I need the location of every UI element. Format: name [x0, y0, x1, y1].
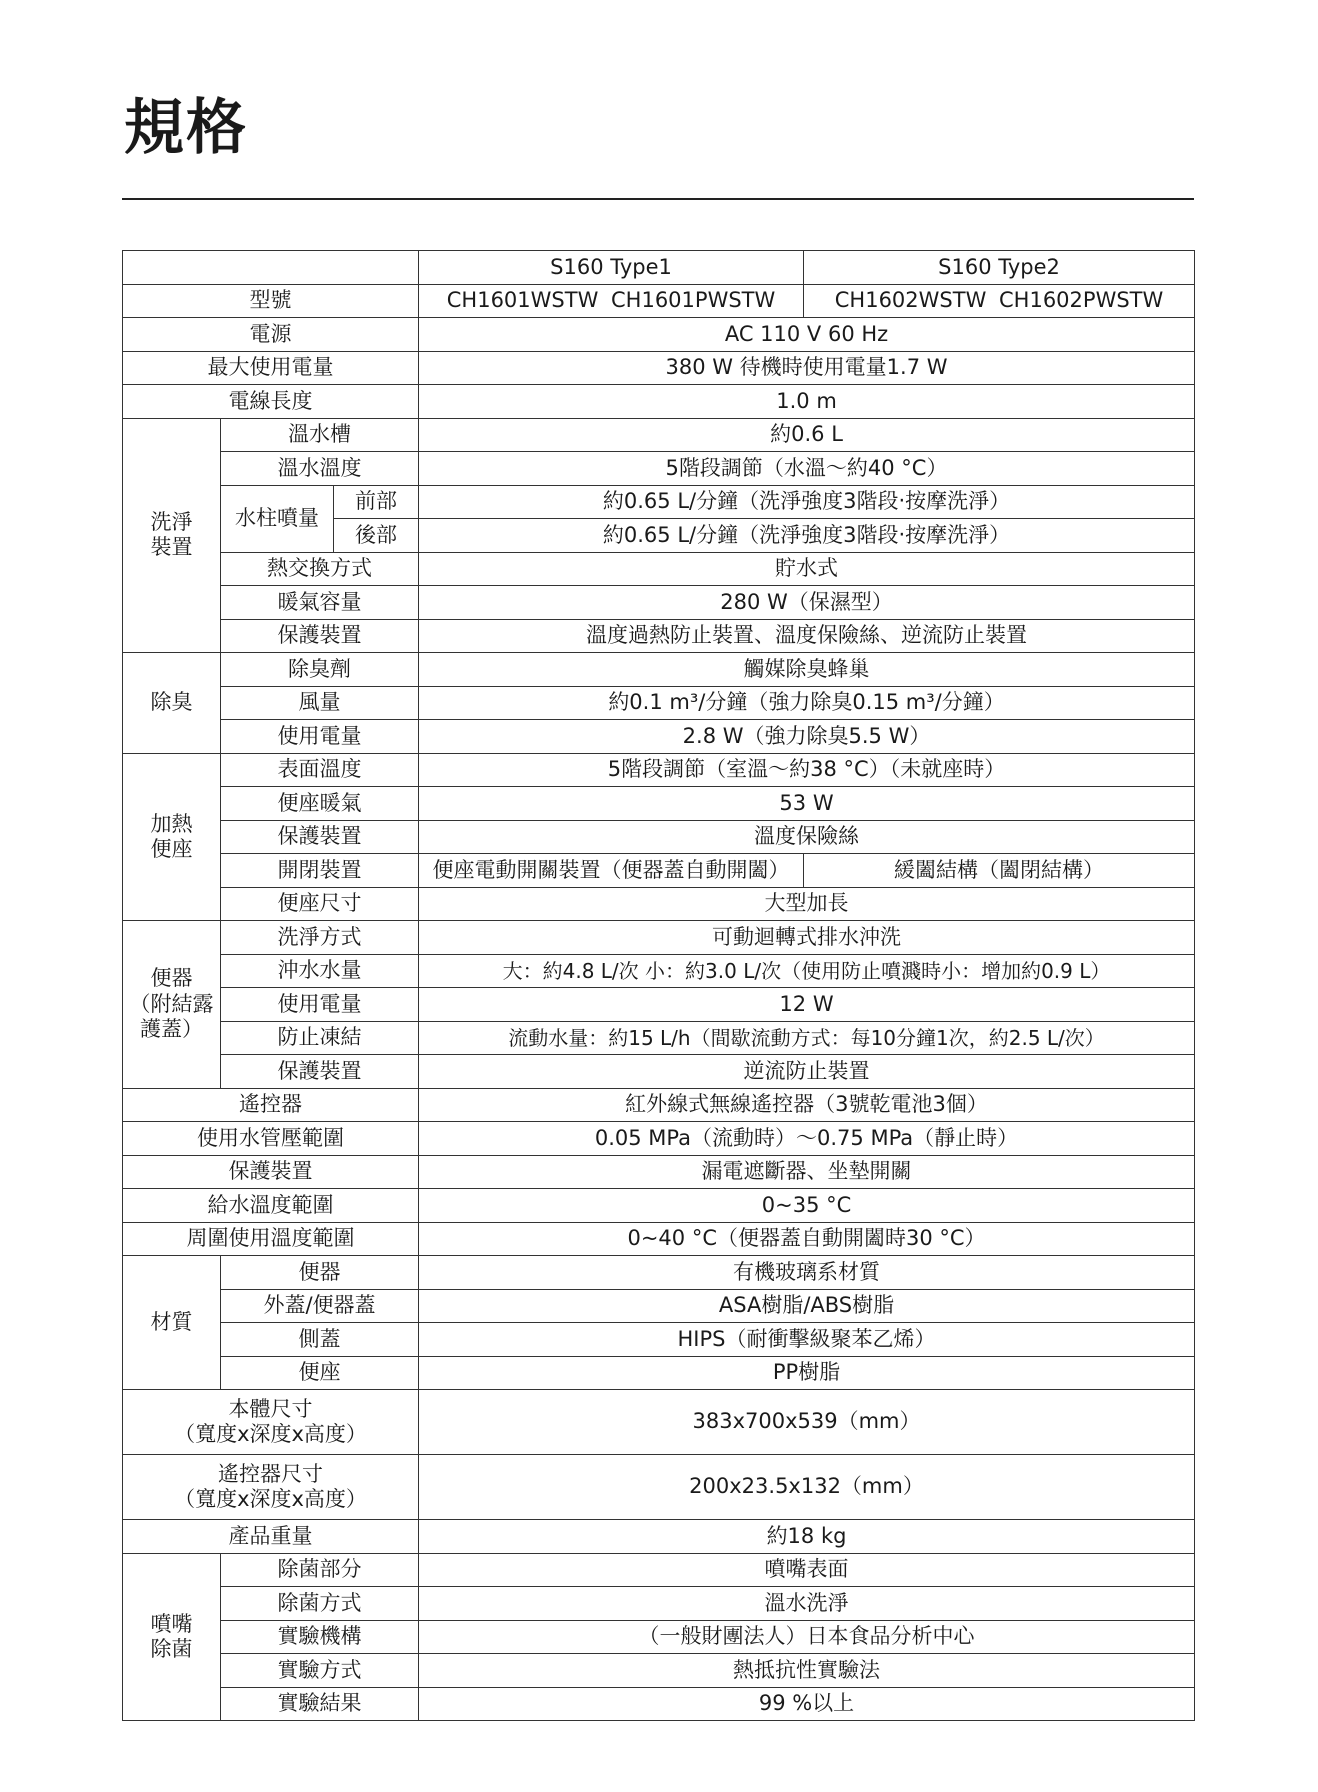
- spec-value: 0~35 °C: [419, 1189, 1195, 1223]
- type1-models: CH1601WSTW CH1601PWSTW: [419, 284, 804, 318]
- spec-label: 便器: [221, 1256, 419, 1290]
- table-row: [123, 1155, 1195, 1189]
- spec-label: 保護裝置: [221, 619, 419, 653]
- spec-label: 便座暖氣: [221, 787, 419, 821]
- group-label-line: 裝置: [150, 535, 193, 560]
- label-line: （寬度x深度x高度）: [174, 1422, 367, 1446]
- group-seat: [123, 753, 221, 921]
- spec-value: PP樹脂: [419, 1356, 1195, 1390]
- spec-label: 周圍使用溫度範圍: [123, 1222, 419, 1256]
- type2-models: CH1602WSTW CH1602PWSTW: [804, 284, 1195, 318]
- table-row: [123, 686, 1195, 720]
- spec-label: 側蓋: [221, 1323, 419, 1357]
- table-row: [123, 1455, 1195, 1520]
- table-row: [123, 1520, 1195, 1554]
- table-row: [123, 1222, 1195, 1256]
- spec-value: 280 W（保濕型）: [419, 586, 1195, 620]
- group-label-line: 便器: [150, 966, 193, 991]
- spec-value: 貯水式: [419, 552, 1195, 586]
- table-row: [123, 1620, 1195, 1654]
- spec-label: 使用電量: [221, 720, 419, 754]
- table-row: [123, 954, 1195, 988]
- table-row: [123, 1088, 1195, 1122]
- table-row: [123, 787, 1195, 821]
- spec-label: 便座: [221, 1356, 419, 1390]
- title-divider: [122, 198, 1194, 200]
- model-label: 型號: [123, 284, 419, 318]
- spec-value: 380 W 待機時使用電量1.7 W: [419, 351, 1195, 385]
- spec-value: 383x700x539（mm）: [419, 1390, 1195, 1455]
- label-line: 本體尺寸: [228, 1396, 313, 1421]
- spec-label: 溫水溫度: [221, 452, 419, 486]
- table-row: [123, 1553, 1195, 1587]
- table-row: [123, 452, 1195, 486]
- group-wash: [123, 418, 221, 653]
- spec-label: 給水溫度範圍: [123, 1189, 419, 1223]
- spec-value: 53 W: [419, 787, 1195, 821]
- spec-label: 電線長度: [123, 385, 419, 419]
- spec-value: AC 110 V 60 Hz: [419, 318, 1195, 352]
- spec-value: ASA樹脂/ABS樹脂: [419, 1289, 1195, 1323]
- table-row: [123, 1256, 1195, 1290]
- page-title: 規格: [124, 93, 248, 163]
- table-row: [123, 251, 1195, 285]
- table-row: [123, 418, 1195, 452]
- table-row: [123, 385, 1195, 419]
- spec-value: 約0.65 L/分鐘（洗淨強度3階段‧按摩洗淨）: [419, 519, 1195, 553]
- spec-value: 5階段調節（室溫～約38 °C）（未就座時）: [419, 753, 1195, 787]
- spec-label: 保護裝置: [123, 1155, 419, 1189]
- table-row: [123, 921, 1195, 955]
- spec-sublabel: 前部: [334, 485, 419, 519]
- group-label-line: 洗淨: [150, 510, 193, 535]
- spec-label: 除菌部分: [221, 1553, 419, 1587]
- spec-value: 有機玻璃系材質: [419, 1256, 1195, 1290]
- table-row: [123, 720, 1195, 754]
- spec-value: 逆流防止裝置: [419, 1055, 1195, 1089]
- spec-label: 最大使用電量: [123, 351, 419, 385]
- spec-value: 0.05 MPa（流動時）～0.75 MPa（靜止時）: [419, 1122, 1195, 1156]
- spec-label: 暖氣容量: [221, 586, 419, 620]
- spec-value: 熱抵抗性實驗法: [419, 1654, 1195, 1688]
- table-row: [123, 887, 1195, 921]
- spec-value: 流動水量：約15 L/h（間歇流動方式：每10分鐘1次，約2.5 L/次）: [419, 1021, 1195, 1055]
- spec-value: 觸媒除臭蜂巢: [419, 653, 1195, 687]
- spec-value: 1.0 m: [419, 385, 1195, 419]
- spec-label: 水柱噴量: [221, 485, 334, 552]
- spec-value: 約18 kg: [419, 1520, 1195, 1554]
- type1-name: S160 Type1: [419, 251, 804, 285]
- group-label-line: 除菌: [150, 1636, 193, 1661]
- group-label-line: 加熱: [150, 811, 193, 836]
- spec-sublabel: 後部: [334, 519, 419, 553]
- table-row: [123, 1356, 1195, 1390]
- spec-value: 2.8 W（強力除臭5.5 W）: [419, 720, 1195, 754]
- table-row: [123, 1189, 1195, 1223]
- spec-label: 實驗方式: [221, 1654, 419, 1688]
- spec-label: 熱交換方式: [221, 552, 419, 586]
- group-label-line: 護蓋）: [140, 1016, 203, 1041]
- group-label-line: （附結露: [129, 991, 214, 1016]
- table-row: [123, 552, 1195, 586]
- spec-value-type1: 便座電動開關裝置（便器蓋自動開闔）: [419, 854, 804, 888]
- spec-value: 99 %以上: [419, 1687, 1195, 1721]
- spec-value: 溫度保險絲: [419, 820, 1195, 854]
- spec-value: 200x23.5x132（mm）: [419, 1455, 1195, 1520]
- spec-label: 便座尺寸: [221, 887, 419, 921]
- spec-label: 實驗機構: [221, 1620, 419, 1654]
- spec-label: 遙控器: [123, 1088, 419, 1122]
- spec-label: 保護裝置: [221, 1055, 419, 1089]
- spec-label: 外蓋/便器蓋: [221, 1289, 419, 1323]
- table-row: [123, 284, 1195, 318]
- table-row: [123, 1021, 1195, 1055]
- spec-label: 防止凍結: [221, 1021, 419, 1055]
- spec-value: 噴嘴表面: [419, 1553, 1195, 1587]
- spec-value: 大型加長: [419, 887, 1195, 921]
- spec-value: 大：約4.8 L/次 小：約3.0 L/次（使用防止噴濺時小：增加約0.9 L）: [419, 954, 1195, 988]
- spec-label: 保護裝置: [221, 820, 419, 854]
- spec-label-remote-size: [123, 1455, 419, 1520]
- spec-label: 使用水管壓範圍: [123, 1122, 419, 1156]
- table-row: [123, 619, 1195, 653]
- spec-value: 約0.1 m³/分鐘（強力除臭0.15 m³/分鐘）: [419, 686, 1195, 720]
- spec-value: 12 W: [419, 988, 1195, 1022]
- spec-label: 溫水槽: [221, 418, 419, 452]
- table-row: [123, 854, 1195, 888]
- label-line: （寬度x深度x高度）: [174, 1487, 367, 1511]
- header-blank-cell: [123, 251, 419, 285]
- spec-label: 風量: [221, 686, 419, 720]
- spec-label: 產品重量: [123, 1520, 419, 1554]
- table-row: [123, 653, 1195, 687]
- spec-label-body-size: [123, 1390, 419, 1455]
- spec-value: 約0.65 L/分鐘（洗淨強度3階段‧按摩洗淨）: [419, 485, 1195, 519]
- group-bowl: [123, 921, 221, 1089]
- spec-label: 表面溫度: [221, 753, 419, 787]
- spec-value: 溫水洗淨: [419, 1587, 1195, 1621]
- spec-label: 開閉裝置: [221, 854, 419, 888]
- table-row: [123, 820, 1195, 854]
- group-material: 材質: [123, 1256, 221, 1390]
- table-row: [123, 1323, 1195, 1357]
- spec-value: 紅外線式無線遙控器（3號乾電池3個）: [419, 1088, 1195, 1122]
- spec-value: 約0.6 L: [419, 418, 1195, 452]
- group-nozzle: [123, 1553, 221, 1721]
- table-row: [123, 988, 1195, 1022]
- table-row: [123, 1587, 1195, 1621]
- spec-label: 電源: [123, 318, 419, 352]
- group-label-line: 噴嘴: [150, 1611, 193, 1636]
- spec-value: 溫度過熱防止裝置、溫度保險絲、逆流防止裝置: [419, 619, 1195, 653]
- spec-label: 除臭劑: [221, 653, 419, 687]
- spec-value: 5階段調節（水溫～約40 °C）: [419, 452, 1195, 486]
- table-row: [123, 1122, 1195, 1156]
- label-line: 遙控器尺寸: [218, 1461, 323, 1486]
- table-row: [123, 485, 1195, 519]
- table-row: [123, 753, 1195, 787]
- spec-label: 實驗結果: [221, 1687, 419, 1721]
- group-deodor: 除臭: [123, 653, 221, 754]
- spec-value: 漏電遮斷器、坐墊開關: [419, 1155, 1195, 1189]
- table-row: [123, 351, 1195, 385]
- spec-value: 可動迴轉式排水沖洗: [419, 921, 1195, 955]
- spec-value-type2: 緩闔結構（闔閉結構）: [804, 854, 1195, 888]
- type2-name: S160 Type2: [804, 251, 1195, 285]
- spec-value: 0~40 °C（便器蓋自動開闔時30 °C）: [419, 1222, 1195, 1256]
- spec-label: 洗淨方式: [221, 921, 419, 955]
- table-row: [123, 1055, 1195, 1089]
- spec-value: （一般財團法人）日本食品分析中心: [419, 1620, 1195, 1654]
- group-label-line: 便座: [150, 836, 193, 861]
- table-row: [123, 586, 1195, 620]
- spec-label: 除菌方式: [221, 1587, 419, 1621]
- table-row: [123, 1289, 1195, 1323]
- table-row: [123, 1654, 1195, 1688]
- table-row: [123, 318, 1195, 352]
- spec-value: HIPS（耐衝擊級聚苯乙烯）: [419, 1323, 1195, 1357]
- table-row: [123, 1687, 1195, 1721]
- spec-label: 沖水水量: [221, 954, 419, 988]
- table-row: [123, 1390, 1195, 1455]
- spec-label: 使用電量: [221, 988, 419, 1022]
- spec-table: [122, 250, 1195, 1721]
